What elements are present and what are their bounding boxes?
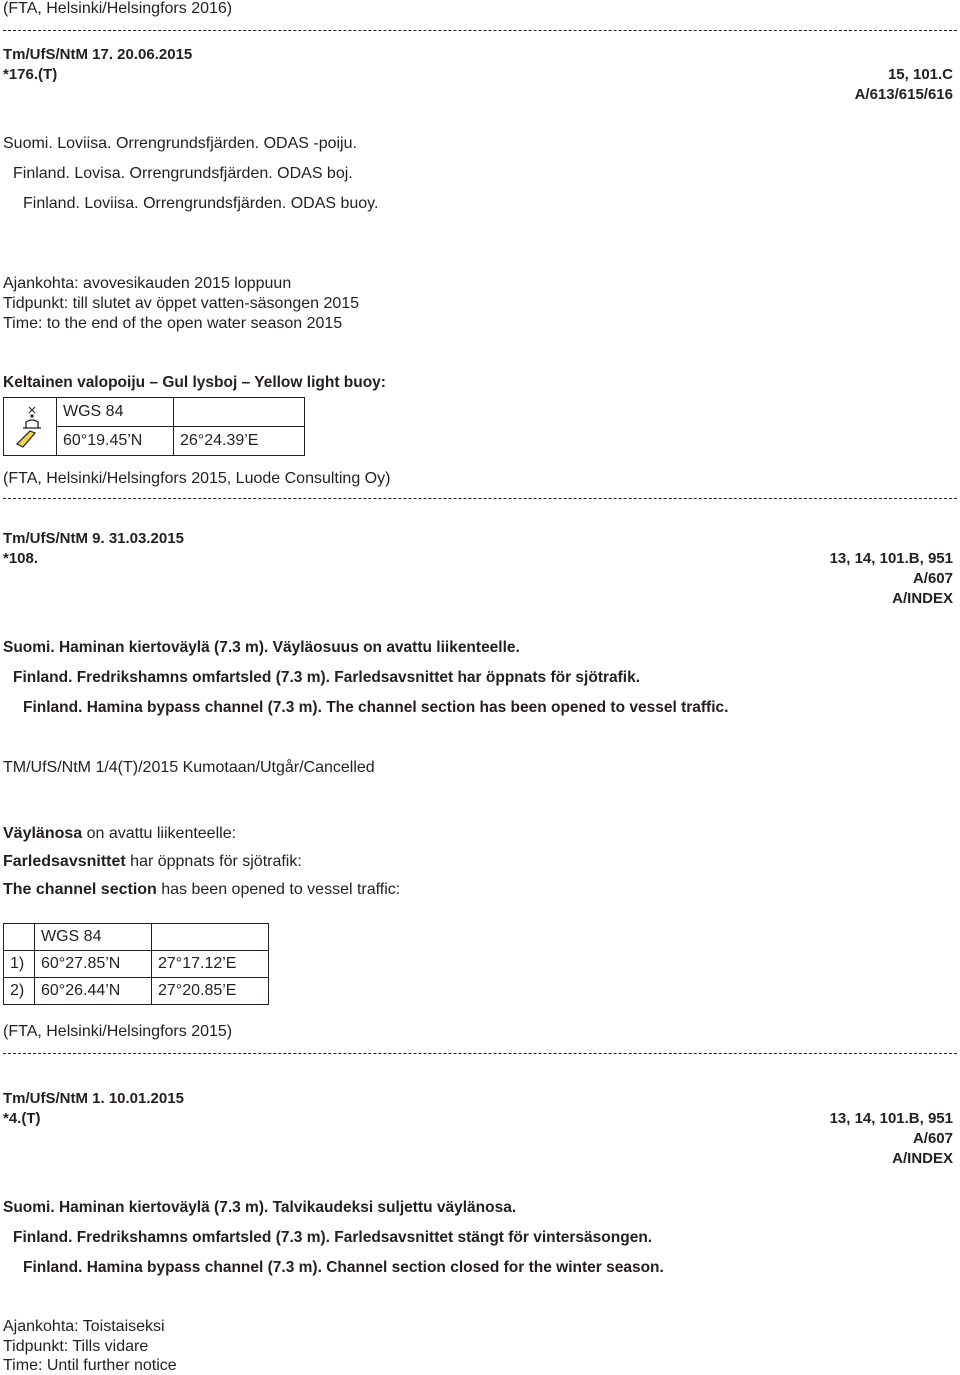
time-en: Time: Until further notice [3, 1357, 177, 1374]
section-fi-rest: on avattu liikenteelle: [82, 825, 237, 842]
title-sv: Finland. Fredrikshamns omfartsled (7.3 m). Farledsavsnittet stängt för vintersäsongen. [13, 1229, 653, 1246]
chart-ref: 13, 14, 101.B, 951 [829, 550, 953, 567]
chart-ref: 13, 14, 101.B, 951 [829, 1110, 953, 1127]
datum-label: WGS 84 [35, 924, 152, 951]
title-sv: Finland. Fredrikshamns omfartsled (7.3 m). Farledsavsnittet har öppnats för sjötrafik. [13, 669, 641, 686]
title-sv: Finland. Lovisa. Orrengrundsfjärden. ODAS boj. [13, 165, 353, 182]
latitude: 60°19.45’N [57, 427, 174, 456]
title-fi: Suomi. Haminan kiertoväylä (7.3 m). Talvikaudeksi suljettu väylänosa. [3, 1199, 517, 1216]
time-fi: Ajankohta: Toistaiseksi [3, 1318, 165, 1335]
point-number: 2) [4, 978, 35, 1005]
section-sv-bold: Farledsavsnittet [3, 853, 126, 870]
time-sv: Tidpunkt: Tills vidare [3, 1338, 149, 1355]
divider [3, 498, 957, 499]
chart-ref: A/INDEX [892, 1150, 953, 1167]
title-fi: Suomi. Haminan kiertoväylä (7.3 m). Väyläosuus on avattu liikenteelle. [3, 639, 520, 656]
empty-cell [152, 924, 269, 951]
notice-ref: Tm/UfS/NtM 17. 20.06.2015 [3, 46, 193, 63]
chart-ref: 15, 101.C [887, 66, 953, 83]
time-en: Time: to the end of the open water season 2015 [3, 315, 343, 332]
notice-source: (FTA, Helsinki/Helsingfors 2015) [3, 1023, 233, 1040]
latitude: 60°27.85’N [35, 951, 152, 978]
title-en: Finland. Hamina bypass channel (7.3 m). Channel section closed for the winter season. [23, 1259, 664, 1276]
section-fi [3, 825, 236, 843]
datum-label: WGS 84 [57, 398, 174, 427]
divider [3, 30, 957, 31]
buoy-symbol-cell [4, 398, 57, 456]
buoy-position-table [3, 397, 305, 456]
notice-source: (FTA, Helsinki/Helsingfors 2015, Luode Consulting Oy) [3, 470, 391, 487]
notice-number: *4.(T) [3, 1110, 41, 1127]
section-sv-rest: har öppnats för sjötrafik: [125, 853, 302, 870]
empty-cell [4, 924, 35, 951]
table-row [4, 951, 269, 978]
longitude: 27°20.85’E [152, 978, 269, 1005]
section-sv [3, 853, 302, 871]
title-fi: Suomi. Loviisa. Orrengrundsfjärden. ODAS -poiju. [3, 135, 357, 152]
cancelled-notice: TM/UfS/NtM 1/4(T)/2015 Kumotaan/Utgår/Cancelled [3, 759, 375, 776]
latitude: 60°26.44’N [35, 978, 152, 1005]
longitude: 26°24.39’E [174, 427, 305, 456]
longitude: 27°17.12’E [152, 951, 269, 978]
section-en-bold: The channel section [3, 881, 157, 898]
section-fi-bold: Väylänosa [3, 825, 83, 842]
notice-ref: Tm/UfS/NtM 9. 31.03.2015 [3, 530, 184, 547]
yellow-light-buoy-icon [4, 398, 56, 450]
section-en-rest: has been opened to vessel traffic: [156, 881, 401, 898]
buoy-heading: Keltainen valopoiju – Gul lysboj – Yellow light buoy: [3, 374, 386, 391]
chart-ref: A/613/615/616 [854, 86, 953, 103]
divider [3, 1053, 957, 1054]
title-en: Finland. Loviisa. Orrengrundsfjärden. ODAS buoy. [23, 195, 379, 212]
time-sv: Tidpunkt: till slutet av öppet vatten-säsongen 2015 [3, 295, 360, 312]
channel-points-table [3, 923, 269, 1005]
table-row [4, 978, 269, 1005]
chart-ref: A/607 [912, 1130, 953, 1147]
section-en [3, 881, 400, 899]
time-fi: Ajankohta: avovesikauden 2015 loppuun [3, 275, 292, 292]
notice-number: *108. [3, 550, 39, 567]
notice-ref: Tm/UfS/NtM 1. 10.01.2015 [3, 1090, 184, 1107]
notice-number: *176.(T) [3, 66, 58, 83]
empty-cell [174, 398, 305, 427]
title-en: Finland. Hamina bypass channel (7.3 m). The channel section has been opened to vessel traffic. [23, 699, 729, 716]
chart-ref: A/607 [912, 570, 953, 587]
chart-ref: A/INDEX [892, 590, 953, 607]
point-number: 1) [4, 951, 35, 978]
top-source: (FTA, Helsinki/Helsingfors 2016) [3, 0, 233, 17]
